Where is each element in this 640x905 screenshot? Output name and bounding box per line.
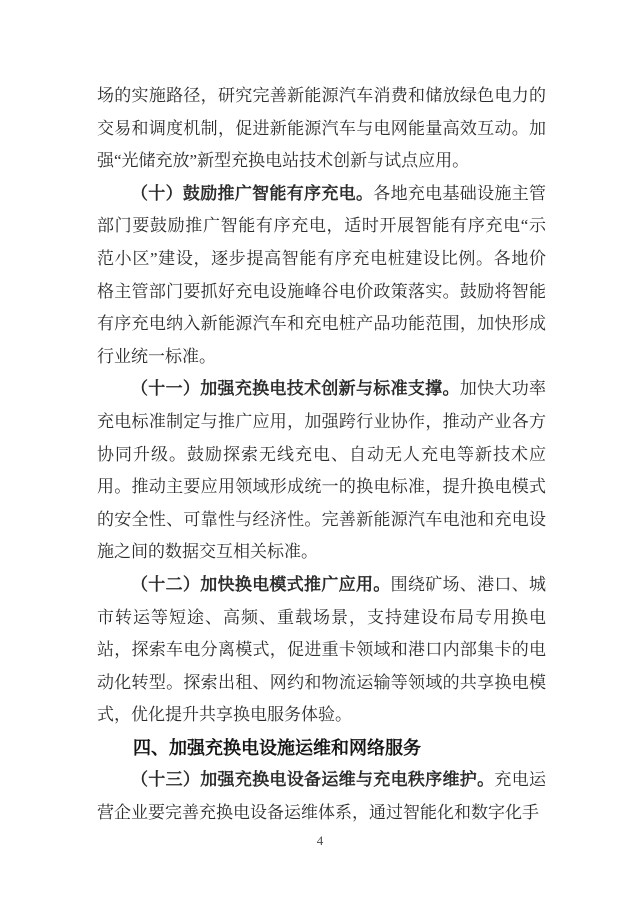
item-11-lead: （十一）加强充换电技术创新与标准支撑。 xyxy=(131,379,460,399)
item-13-text: 充电运营企业要完善充换电设备运维体系，通过智能化和数字化手 xyxy=(97,770,546,823)
item-10-lead: （十）鼓励推广智能有序充电。 xyxy=(131,183,374,203)
item-13-lead: （十三）加强充换电设备运维与充电秩序维护。 xyxy=(131,770,495,790)
paragraph-text: 场的实施路径，研究完善新能源汽车消费和储放绿色电力的交易和调度机制，促进新能源汽车与电网能量高效互动。加强“光储充放”新型充换电站技术创新与试点应用。 xyxy=(97,86,546,171)
item-11-text: 加快大功率充电标准制定与推广应用，加强跨行业协作，推动产业各方协同升级。鼓励探索无线充电、自动无人充电等新技术应用。推动主要应用领域形成统一的换电标准，提升换电模式的安全性、可靠性与经济性。完善新能源汽车电池和充电设施之间的数据交互相关标准。 xyxy=(97,379,547,562)
page-number: 4 xyxy=(316,833,324,848)
section-heading: 四、加强充换电设施运维和网络服务 xyxy=(133,737,421,758)
paragraph-item-13 xyxy=(97,764,546,829)
item-10-text: 各地充电基础设施主管部门要鼓励推广智能有序充电，适时开展智能有序充电“示范小区”建设，逐步提高智能有序充电桩建设比例。各地价格主管部门要抓好充电设施峰谷电价政策落实。鼓励将智能有序充电纳入新能源汽车和充电桩产品功能范围，加快形成行业统一标准。 xyxy=(97,183,547,366)
item-12-text: 围绕矿场、港口、城市转运等短途、高频、重载场景，支持建设布局专用换电站，探索车电分离模式，促进重卡领域和港口内部集卡的电动化转型。探索出租、网约和物流运输等领域的共享换电模式，优化提升共享换电服务体验。 xyxy=(97,574,547,725)
document-body xyxy=(97,80,546,830)
paragraph-item-10 xyxy=(97,178,546,374)
paragraph-item-12 xyxy=(97,569,546,732)
paragraph-continuation xyxy=(97,80,546,178)
item-12-lead: （十二）加快换电模式推广应用。 xyxy=(131,574,391,594)
paragraph-item-11 xyxy=(97,373,546,569)
